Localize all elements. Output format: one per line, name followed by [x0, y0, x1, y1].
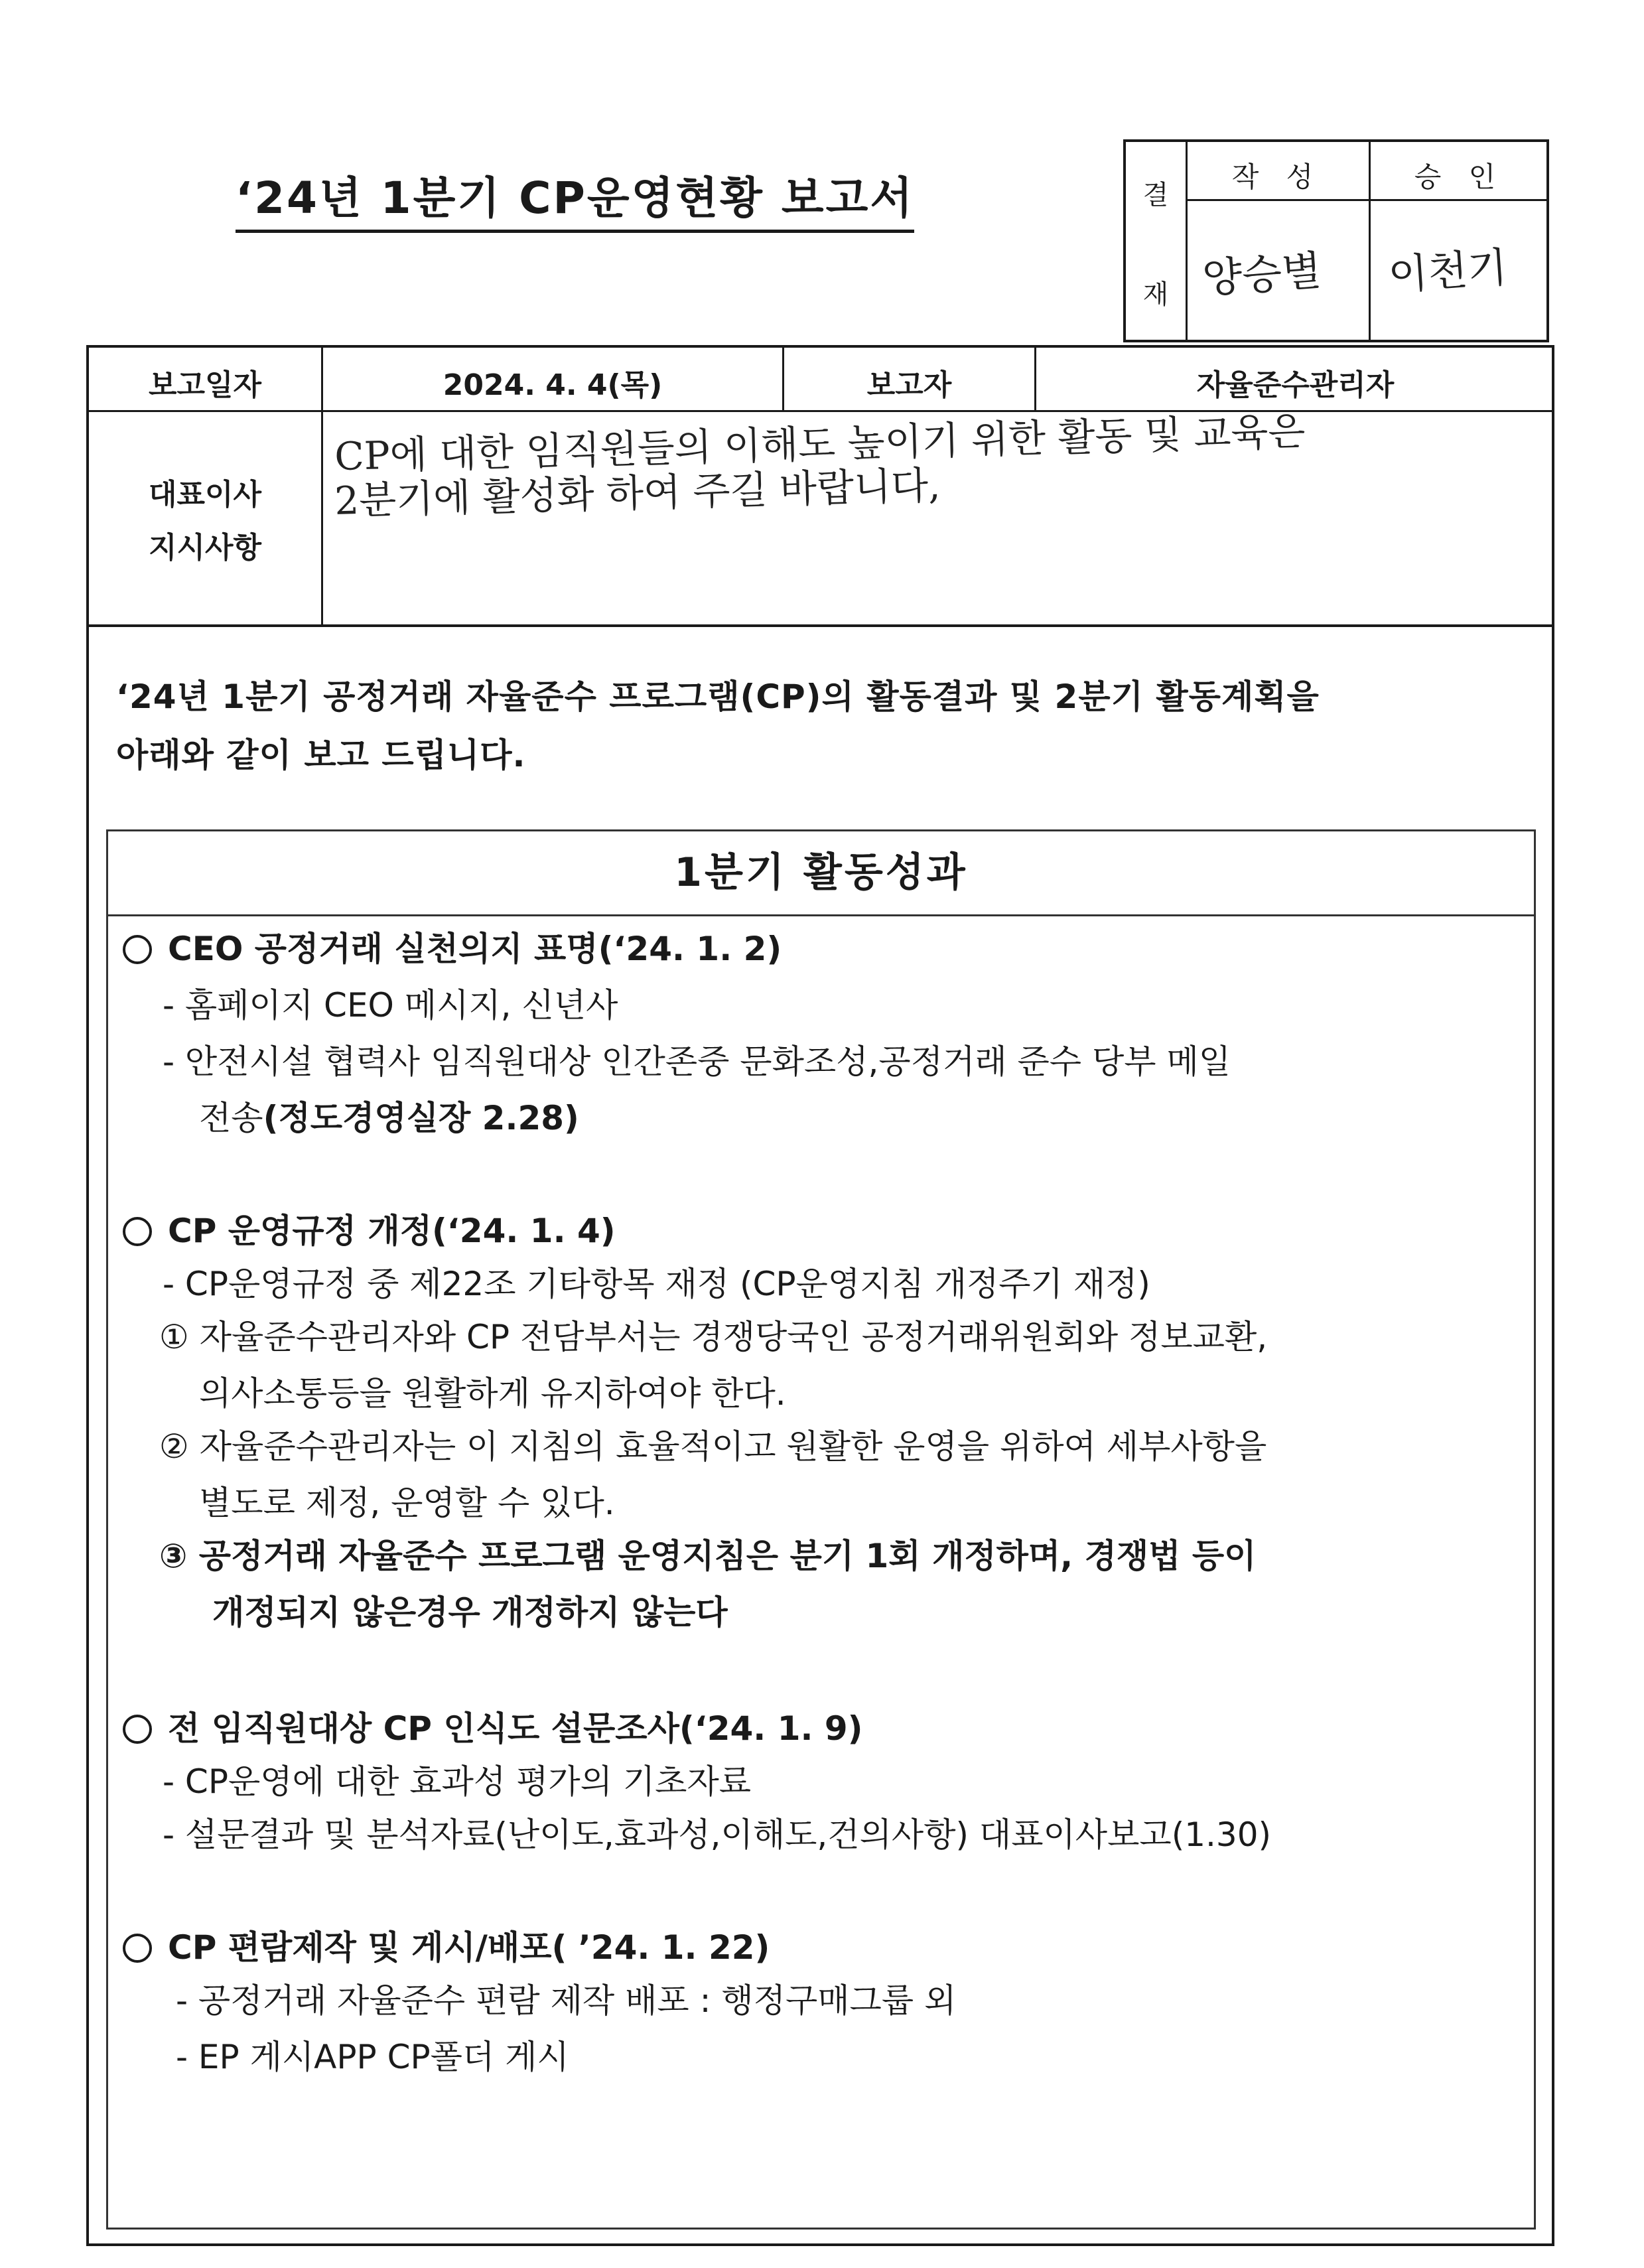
report-date-label: 보고일자: [148, 368, 261, 402]
document-title: ‘24년 1분기 CP운영현황 보고서: [236, 163, 914, 233]
ceo-handwritten-note-1: CP에 대한 임직원들의 이해도 높이기 위한 활동 및 교육은: [334, 408, 1306, 480]
info-row-divider: [89, 410, 1552, 412]
approval-block: [1123, 139, 1549, 342]
section2-item-1-cont: 의사소통등을 원활하게 유지하여야 한다.: [199, 1374, 786, 1413]
section4-bullet-2: - EP 게시APP CP폴더 게시: [176, 2038, 569, 2076]
section3-bullet-1: - CP운영에 대한 효과성 평가의 기초자료: [163, 1762, 752, 1801]
section3-bullet-2: - 설문결과 및 분석자료(난이도,효과성,이해도,건의사항) 대표이사보고(1.30): [163, 1815, 1272, 1854]
circle-bullet-icon: [123, 1715, 152, 1744]
circle-bullet-icon: [123, 1217, 152, 1246]
approval-label-bottom: 재: [1142, 279, 1169, 310]
reporter-value: 자율준수관리자: [1196, 368, 1395, 402]
section2-item-2: ② 자율준수관리자는 이 지침의 효율적이고 원활한 운영을 위하여 세부사항을: [159, 1427, 1267, 1466]
section-heading-cp-regulation: CP 운영규정 개정(‘24. 1. 4): [123, 1204, 616, 1252]
section4-bullet-1: - 공정거래 자율준수 편람 제작 배포 : 행정구매그룹 외: [176, 1981, 957, 2020]
ceo-handwritten-note-2: 2분기에 활성화 하여 주길 바랍니다,: [334, 462, 941, 524]
section-heading-ceo: CEO 공정거래 실천의지 표명(‘24. 1. 2): [123, 922, 782, 970]
circle-bullet-icon: [123, 935, 152, 964]
section2-item-2-cont: 별도로 제정, 운영할 수 있다.: [199, 1484, 615, 1522]
section2-bullet-1: - CP운영규정 중 제22조 기타항목 재정 (CP운영지침 개정주기 재정): [163, 1265, 1150, 1303]
section-heading-survey: 전 임직원대상 CP 인식도 설문조사(‘24. 1. 9): [123, 1702, 863, 1750]
report-info-table: [86, 345, 1554, 627]
section-heading-handbook: CP 편람제작 및 게시/배포( ’24. 1. 22): [123, 1921, 770, 1969]
section1-bullet-2: - 안전시설 협력사 임직원대상 인간존중 문화조성,공정거래 준수 당부 메일: [163, 1042, 1231, 1081]
approval-approver-header: 승 인: [1414, 161, 1505, 193]
intro-line-1: ‘24년 1분기 공정거래 자율준수 프로그램(CP)의 활동결과 및 2분기 활동계획을: [116, 677, 1320, 716]
section2-item-1: ① 자율준수관리자와 CP 전담부서는 경쟁당국인 공정거래위원회와 정보교환,: [159, 1318, 1268, 1356]
approver-signature: 이천기: [1387, 242, 1509, 300]
ceo-instruction-label-1: 대표이사: [148, 478, 261, 512]
section2-item-3-cont: 개정되지 않은경우 개정하지 않는다: [212, 1593, 728, 1632]
report-date-value: 2024. 4. 4(목): [443, 368, 663, 402]
approval-label-top: 결: [1142, 180, 1169, 210]
intro-line-2: 아래와 같이 보고 드립니다.: [116, 736, 526, 774]
ceo-instruction-label-2: 지시사항: [148, 531, 261, 565]
circle-bullet-icon: [123, 1934, 152, 1963]
reporter-label: 보고자: [866, 368, 952, 402]
section1-bullet-1: - 홈페이지 CEO 메시지, 신년사: [163, 986, 618, 1025]
approval-author-header: 작 성: [1231, 161, 1323, 193]
results-heading: 1분기 활동성과: [108, 831, 1534, 916]
author-signature: 양승별: [1201, 246, 1324, 303]
section2-item-3: ③ 공정거래 자율준수 프로그램 운영지침은 분기 1회 개정하며, 경쟁법 등이: [159, 1537, 1257, 1575]
section1-bullet-2-cont: 전송(정도경영실장 2.28): [199, 1099, 579, 1137]
